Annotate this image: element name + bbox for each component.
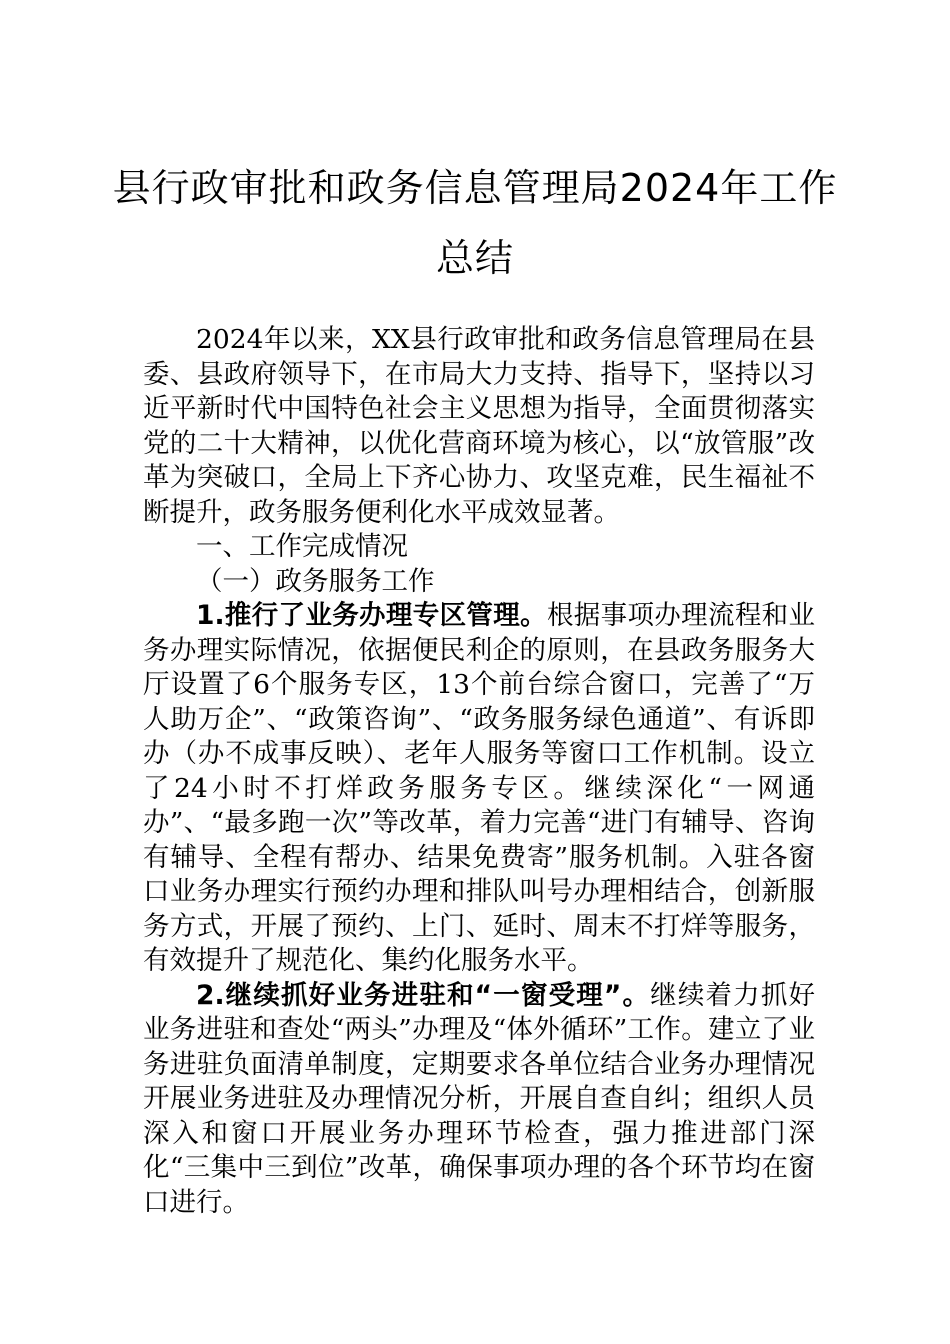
- section-heading: 一、工作完成情况: [196, 531, 408, 562]
- item-2-text: 继续着力抓好业务进驻和查处“两头”办理及“体外循环”工作。建立了业务进驻负面清单制度，定期要求各单位结合业务办理情况开展业务进驻及办理情况分析，开展自查自纠；组织人员深入和窗口开展业务办理环节检查，强力推进部门深化“三集中三到位”改革，确保事项办理的各个环节均在窗口进行。: [143, 979, 816, 1218]
- item-2-paragraph: [143, 979, 815, 1221]
- item-1-paragraph: [143, 599, 815, 979]
- document-title-line-2: 总结: [435, 236, 514, 280]
- item-1-text: 根据事项办理流程和业务办理实际情况，依据便民利企的原则，在县政务服务大厅设置了6个服务专区，13个前台综合窗口，完善了“万人助万企”、“政策咨询”、“政务服务绿色通道”、有诉即办（办不成事反映）、老年人服务等窗口工作机制。设立了24小时不打烊政务服务专区。继续深化“一网通办”、“最多跑一次”等改革，着力完善“进门有辅导、咨询有辅导、全程有帮办、结果免费寄”服务机制。入驻各窗口业务办理实行预约办理和排队叫号办理相结合，创新服务方式，开展了预约、上门、延时、周末不打烊等服务，有效提升了规范化、集约化服务水平。: [143, 600, 815, 976]
- document-title-line-1: 县行政审批和政务信息管理局2024年工作: [112, 166, 838, 210]
- document-body: [143, 323, 815, 1220]
- item-2-heading: 2.继续抓好业务进驻和“一窗受理”。: [196, 979, 651, 1011]
- subsection-heading: （一）政务服务工作: [196, 565, 435, 597]
- intro-paragraph: 2024年以来，XX县行政审批和政务信息管理局在县委、县政府领导下，在市局大力支持、指导下，坚持以习近平新时代中国特色社会主义思想为指导，全面贯彻落实党的二十大精神，以优化营商环境为核心，以“放管服”改革为突破口，全局上下齐心协力、攻坚克难，民生福祉不断提升，政务服务便利化水平成效显著。: [143, 324, 815, 528]
- item-1-heading: 1.推行了业务办理专区管理。: [196, 600, 547, 631]
